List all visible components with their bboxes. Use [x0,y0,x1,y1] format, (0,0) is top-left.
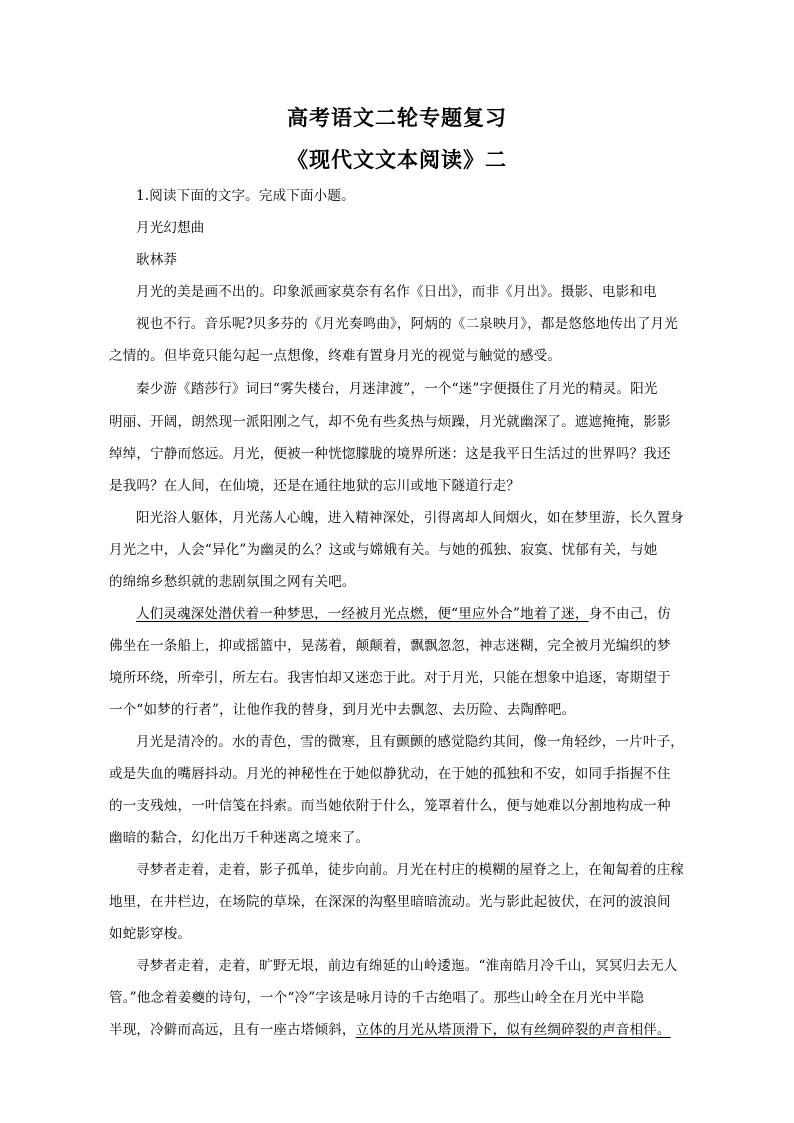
text-line-with-underline [109,1018,671,1038]
text-line: 月光是清冷的。水的青色，雪的微寒，且有颤颤的感觉隐约其间，像一角轻纱，一片叶子， [136,734,684,750]
text-line: 地里，在井栏边，在场院的草垛，在深深的沟壑里暗暗流动。光与影此起彼伏，在河的波浪间 [109,894,671,910]
text-line: 之情的。但毕竟只能勾起一点想像，终难有置身月光的视觉与触觉的感受。 [109,348,562,364]
text-fragment: 半现，冷僻而高远，且有一座古塔倾斜， [109,1022,356,1038]
text-line: 明丽、开阔，朗然现一派阳刚之气，却不免有些炙热与烦躁，月光就幽深了。遮遮掩掩，影影 [109,414,671,430]
text-line-with-underline [136,602,671,622]
article-title: 月光幻想曲 [136,220,205,236]
question-prompt: 1.阅读下面的文字。完成下面小题。 [136,188,355,204]
article-author: 耿林莽 [136,252,178,268]
text-line: 或是失血的嘴唇抖动。月光的神秘性在于她似静犹动，在于她的孤独和不安，如同手指握不住 [109,766,671,782]
text-line: 管。”他念着姜夔的诗句，一个“冷”字该是咏月诗的千古绝唱了。那些山岭全在月光中半隐 [109,990,645,1006]
underlined-sentence: 立体的月光从塔顶滑下，似有丝绸碎裂的声音相伴。 [355,1022,671,1038]
text-line: 的一支残烛，一叶信笺在抖索。而当她依附于什么，笼罩着什么，便与她难以分割地构成一种 [109,798,671,814]
text-line: 幽暗的黏合，幻化出万千种迷离之境来了。 [109,830,370,846]
text-line: 寻梦者走着，走着，影子孤单，徒步向前。月光在村庄的模糊的屋脊之上，在匍匐着的庄稼 [136,862,684,878]
text-line: 月光之中，人会“异化”为幽灵的么？这或与嫦娥有关。与她的孤独、寂寞、忧郁有关，与她 [109,542,658,558]
text-line: 一个“如梦的行者”，让他作我的替身，到月光中去飘忽、去历险、去陶醉吧。 [109,702,576,718]
text-line: 的绵绵乡愁织就的悲剧氛围之网有关吧。 [109,574,356,590]
text-line: 秦少游《踏莎行》词曰“雾失楼台，月迷津渡”，一个“迷”字便摄住了月光的精灵。阳光 [136,381,658,397]
document-subtitle: 《现代文文本阅读》二 [287,147,507,172]
document-title: 高考语文二轮专题复习 [287,105,507,130]
text-line: 月光的美是画不出的。印象派画家莫奈有名作《日出》，而非《月出》。摄影、电影和电 [136,284,657,300]
text-line: 是我吗？在人间，在仙境，还是在通往地狱的忘川或地下隧道行走？ [109,478,520,494]
text-fragment: 身不由己，仿 [588,606,671,622]
text-line: 佛坐在一条船上，抑或摇篮中，晃荡着，颠颠着，飘飘忽忽，神志迷糊，完全被月光编织的梦 [109,638,671,654]
text-line: 境所环绕，所牵引，所左右。我害怕却又迷恋于此。对于月光，只能在想象中追逐，寄期望于 [109,670,671,686]
text-line: 如蛇影穿梭。 [109,926,192,942]
text-line: 绰绰，宁静而悠远。月光，便被一种恍惚朦胧的境界所迷：这是我平日生活过的世界吗？我还 [109,446,671,462]
text-line: 阳光浴人躯体，月光荡人心魄，进入精神深处，引得离却人间烟火，如在梦里游，长久置身 [136,510,684,526]
underlined-sentence: 人们灵魂深处潜伏着一种梦思，一经被月光点燃，便“里应外合”地着了迷， [136,606,589,622]
text-line: 寻梦者走着，走着，旷野无垠，前边有绵延的山岭逶迤。“淮南皓月冷千山，冥冥归去无人 [136,958,678,974]
text-line: 视也不行。音乐呢?贝多芬的《月光奏鸣曲》，阿炳的《二泉映月》，都是悠悠地传出了月光 [136,316,678,332]
